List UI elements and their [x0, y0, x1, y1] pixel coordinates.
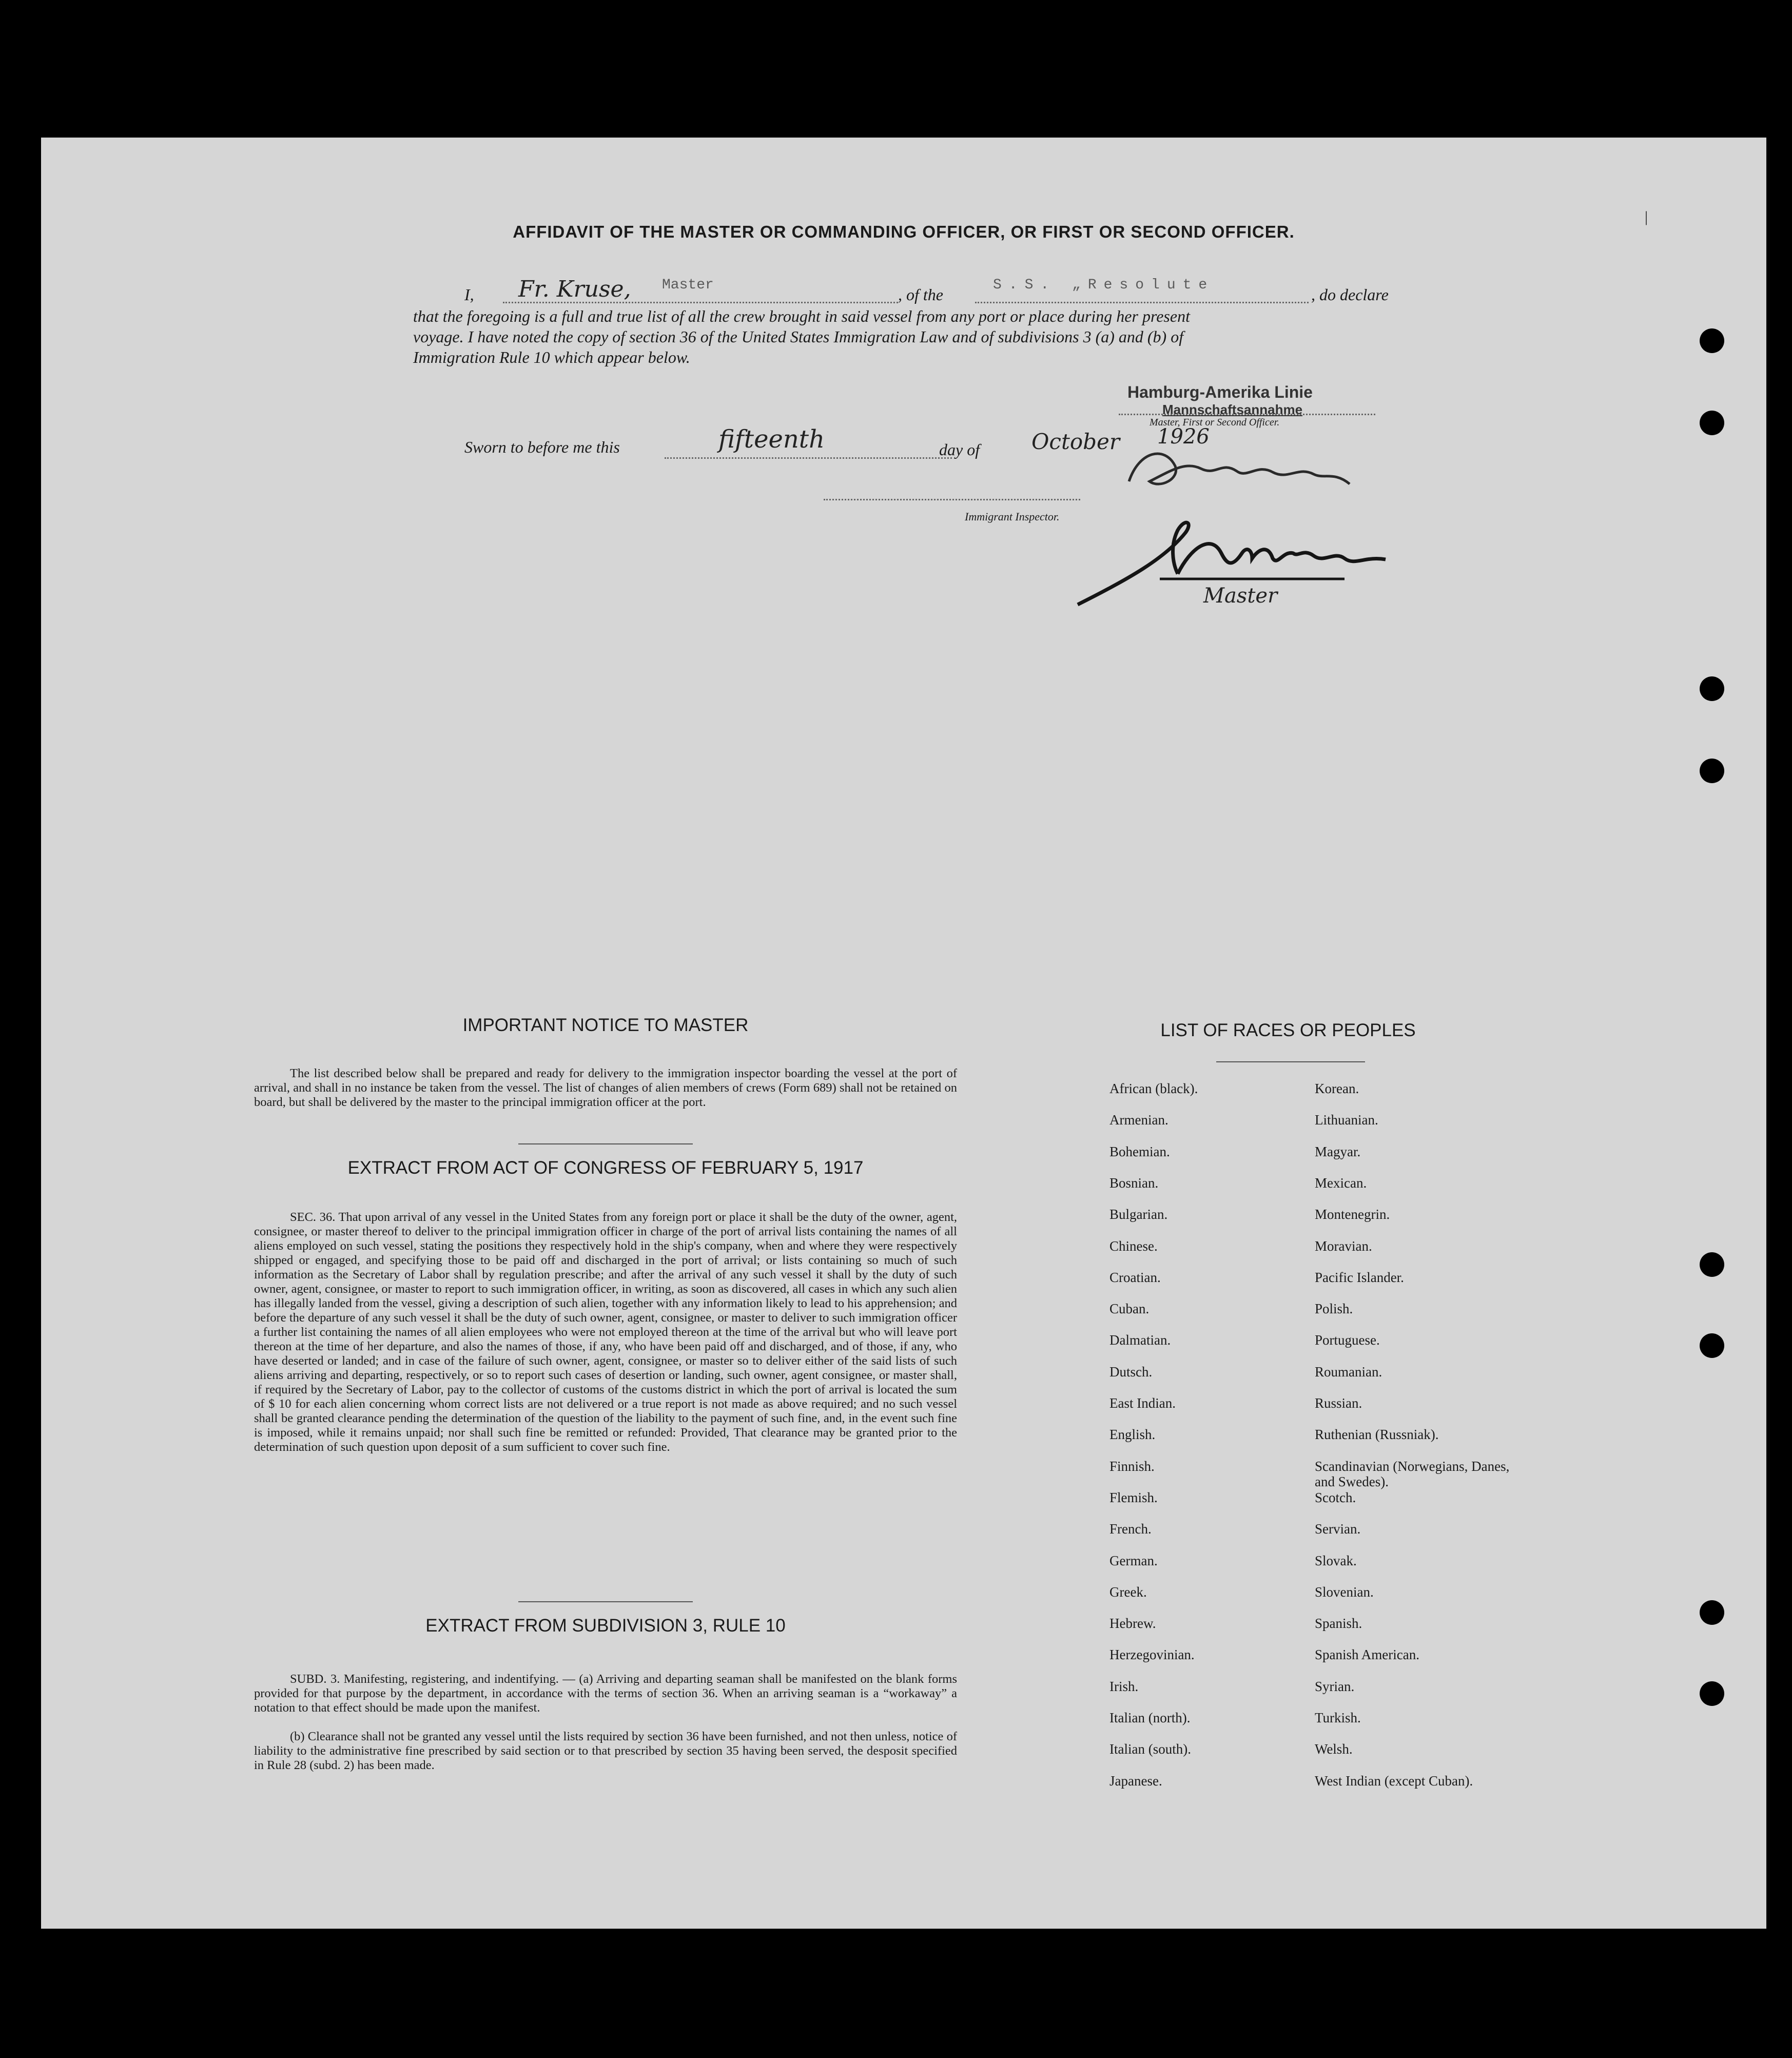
notice-heading: IMPORTANT NOTICE TO MASTER [462, 1015, 749, 1035]
sworn-day-handwritten: fifteenth [718, 425, 825, 454]
day-of-label: day of [939, 440, 980, 459]
race-item: Russian. [1315, 1395, 1362, 1411]
officer-signature [1119, 440, 1386, 502]
race-item: Japanese. [1109, 1773, 1162, 1789]
race-item: Korean. [1315, 1081, 1359, 1096]
of-the-label: , of the [898, 285, 943, 304]
race-item: Bosnian. [1109, 1175, 1159, 1191]
race-item: Montenegrin. [1315, 1207, 1390, 1222]
rule10-text-b: (b) Clearance shall not be granted any vessel until the lists required by section 36 have been furnished, and not then unless, notice of liability to the administrative fine prescribed by said section or to that prescribed by section 35 having been served, the desposit specified in Rule 28 (subd. 2) has been made. [254, 1730, 957, 1772]
race-item: Italian (north). [1109, 1710, 1191, 1725]
affidavit-line-3: voyage. I have noted the copy of section 36 of the United States Immigration Law and of subdivisions 3 (a) and (b) of [413, 327, 1184, 346]
document-page [41, 138, 1766, 1929]
act-heading: EXTRACT FROM ACT OF CONGRESS OF FEBRUARY 5, 1917 [347, 1158, 864, 1178]
affidavit-title: AFFIDAVIT OF THE MASTER OR COMMANDING OFFICER, OR FIRST OR SECOND OFFICER. [513, 222, 1295, 241]
master-caption-handwritten: Master [1203, 584, 1278, 608]
race-item: Finnish. [1109, 1458, 1155, 1474]
sworn-month-handwritten: October [1031, 429, 1120, 454]
race-item: Italian (south). [1109, 1741, 1191, 1757]
race-item: Ruthenian (Russniak). [1315, 1427, 1439, 1443]
act-text: SEC. 36. That upon arrival of any vessel in the United States from any foreign port or place it shall be the duty of the owner, agent, consignee, or master thereof to deliver to the principal immigration officer in charge of the port of arrival lists containing the names of all aliens employed on such vessel, stating the positions they respectively hold in the ship's company, when and where they were respectively shipped or engaged, and specifying those to be paid off and discharged in the port of arrival; or lists containing so much of such information as the Secretary of Labor shall by regulation prescribe; and after the arrival of any such vessel it shall by the duty of such owner, agent, consignee, or master to report to such immigration officer, in writing, as soon as discovered, all cases in which any such alien has illegally landed from the vessel, giving a description of such alien, together with any information likely to lead to his apprehension; and before the departure of any such vessel it shall be the duty of such owner, agent, consignee, or master to deliver to such immigration officer a further list containing the names of all alien employees who were not employed thereon at the time of the arrival but who will leave port thereon at the time of her departure, and also the names of those, if any, who have been paid off and discharged, and of those, if any, who have deserted or landed; and in case of the failure of such owner, agent, consignee, or master so to deliver either of the said lists of such aliens arriving and departing, respectively, or so to report such cases of desertion or landing, such owner, agent consignee, or master shall, if required by the Secretary of Labor, pay to the collector of customs of the customs district in which the port of arrival is located the sum of $ 10 for each alien concerning whom correct lists are not delivered or a true report is not made as above required; and no such vessel shall be granted clearance pending the determination of the question of the liability to the payment of such fine, and, in the event such fine is imposed, while it remains unpaid; nor shall such fine be remitted or refunded: Provided, That clearance may be granted prior to the determination of such question upon deposit of a sum sufficient to cover such fine. [254, 1210, 957, 1454]
company-stamp-line-1: Hamburg-Amerika Linie [1127, 383, 1313, 401]
company-stamp-line-2: Mannschaftsannahme [1162, 402, 1303, 417]
race-item: Welsh. [1315, 1741, 1353, 1757]
race-item: West Indian (except Cuban). [1315, 1773, 1473, 1789]
affidavit-line-4: Immigration Rule 10 which appear below. [413, 348, 690, 366]
race-item: Irish. [1109, 1678, 1139, 1694]
officer-caption: Master, First or Second Officer. [1150, 417, 1280, 428]
race-item: Bohemian. [1109, 1143, 1170, 1159]
affidavit-intro: I, [464, 285, 474, 304]
race-item: Scotch. [1315, 1489, 1356, 1505]
race-item: Croatian. [1109, 1269, 1161, 1285]
binder-hole [1700, 759, 1724, 783]
sworn-year-handwritten: 1926 [1157, 425, 1210, 449]
rank-typed: Master [662, 277, 714, 293]
binder-hole [1700, 411, 1724, 435]
race-item: Roumanian. [1315, 1364, 1382, 1380]
race-item: Armenian. [1109, 1112, 1168, 1128]
notice-text: The list described below shall be prepared and ready for delivery to the immigration inspector boarding the vessel at the port of arrival, and shall in no instance be taken from the vessel. The list of changes of alien members of crews (Form 689) shall not be retained on board, but shall be delivered by the master to the principal immigration officer at the port. [254, 1066, 957, 1109]
binder-hole [1700, 1252, 1724, 1277]
race-item: Pacific Islander. [1315, 1269, 1404, 1285]
race-item: Greek. [1109, 1584, 1147, 1600]
binder-hole [1700, 676, 1724, 701]
rule10-text-a: SUBD. 3. Manifesting, registering, and indentifying. — (a) Arriving and departing seaman shall be manifested on the blank forms provided for that purpose by the department, in accordance with the terms of section 36. When an arriving seaman is a “workaway” a notation to that effect should be made upon the manifest. [254, 1672, 957, 1715]
race-item: East Indian. [1109, 1395, 1176, 1411]
race-item: Turkish. [1315, 1710, 1361, 1725]
race-item: French. [1109, 1521, 1152, 1537]
race-item: Servian. [1315, 1521, 1361, 1537]
race-item: Magyar. [1315, 1143, 1361, 1159]
race-item: Slovak. [1315, 1552, 1357, 1568]
binder-hole [1700, 1681, 1724, 1706]
race-item: African (black). [1109, 1081, 1198, 1096]
page-mark: | [1645, 208, 1648, 225]
vessel-name-typed: S.S. „Resolute [993, 277, 1215, 293]
race-item: Syrian. [1315, 1678, 1355, 1694]
race-item: Flemish. [1109, 1489, 1158, 1505]
race-item: Herzegovinian. [1109, 1647, 1195, 1663]
race-item: Dutsch. [1109, 1364, 1153, 1380]
race-item: Lithuanian. [1315, 1112, 1378, 1128]
do-declare-label: , do declare [1311, 285, 1389, 304]
race-item: Slovenian. [1315, 1584, 1374, 1600]
race-item: Scandinavian (Norwegians, Danes, and Swedes). [1315, 1458, 1510, 1489]
rule10-heading: EXTRACT FROM SUBDIVISION 3, RULE 10 [425, 1616, 786, 1636]
race-item: Polish. [1315, 1301, 1353, 1317]
races-heading: LIST OF RACES OR PEOPLES [1160, 1020, 1416, 1040]
binder-hole [1700, 328, 1724, 353]
race-item: Bulgarian. [1109, 1207, 1168, 1222]
binder-hole [1700, 1333, 1724, 1358]
race-item: German. [1109, 1552, 1158, 1568]
race-item: English. [1109, 1427, 1156, 1443]
binder-hole [1700, 1600, 1724, 1625]
sworn-label: Sworn to before me this [464, 438, 620, 456]
race-item: Mexican. [1315, 1175, 1367, 1191]
race-item: Portuguese. [1315, 1332, 1380, 1348]
master-name-handwritten: Fr. Kruse, [518, 276, 631, 302]
race-item: Dalmatian. [1109, 1332, 1171, 1348]
race-item: Spanish American. [1315, 1647, 1419, 1663]
race-item: Chinese. [1109, 1238, 1158, 1254]
race-item: Spanish. [1315, 1616, 1362, 1632]
inspector-caption: Immigrant Inspector. [965, 510, 1060, 523]
race-item: Cuban. [1109, 1301, 1150, 1317]
race-item: Hebrew. [1109, 1616, 1156, 1632]
affidavit-line-2: that the foregoing is a full and true list of all the crew brought in said vessel from any port or place during her present [413, 307, 1190, 325]
race-item: Moravian. [1315, 1238, 1372, 1254]
